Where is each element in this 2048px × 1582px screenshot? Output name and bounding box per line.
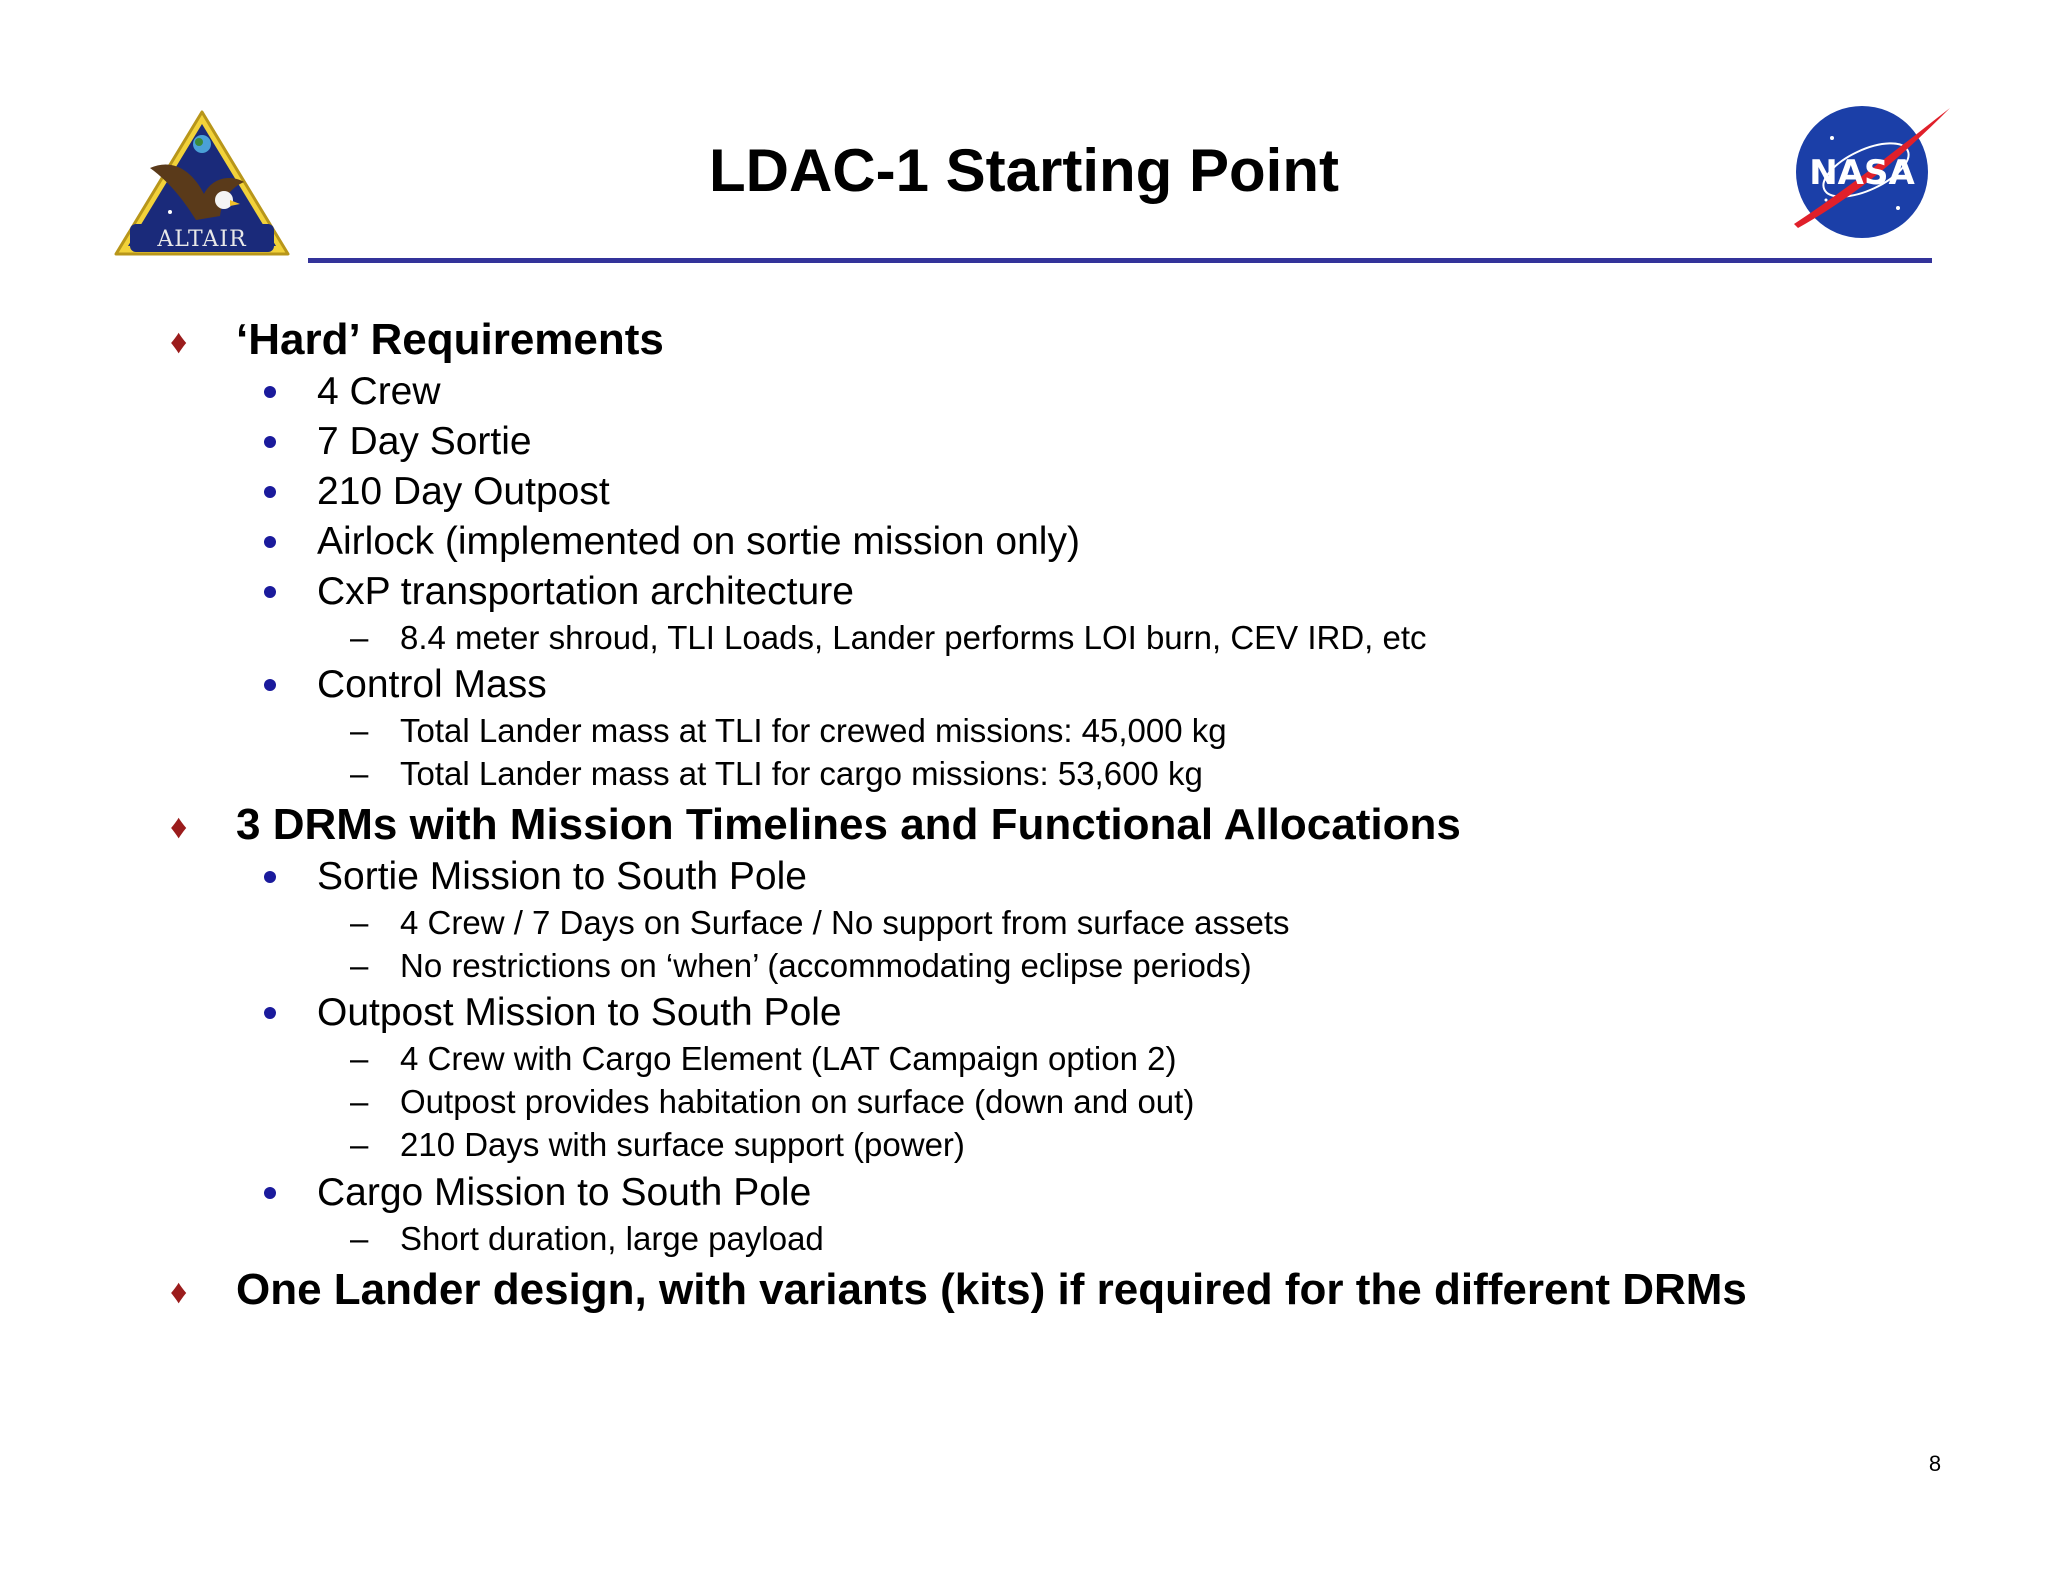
sub-item <box>350 903 1290 943</box>
diamond-bullet: ♦ <box>170 808 188 846</box>
sub-item-text: Short duration, large payload <box>400 1220 824 1257</box>
list-item <box>317 989 842 1037</box>
list-item <box>317 418 532 466</box>
section-heading <box>170 314 664 366</box>
dot-bullet <box>264 586 276 598</box>
list-item <box>317 518 1080 566</box>
sub-item <box>350 1082 1195 1122</box>
sub-item <box>350 711 1227 751</box>
dot-bullet <box>264 436 276 448</box>
sub-item-text: 8.4 meter shroud, TLI Loads, Lander performs LOI burn, CEV IRD, etc <box>400 619 1427 656</box>
dot-bullet <box>264 386 276 398</box>
dash-bullet: – <box>350 1126 369 1163</box>
sub-item <box>350 754 1203 794</box>
section-heading-text: 3 DRMs with Mission Timelines and Functional Allocations <box>236 800 1461 849</box>
sub-item <box>350 1125 965 1165</box>
dot-bullet <box>264 679 276 691</box>
dash-bullet: – <box>350 619 369 656</box>
sub-item-text: Total Lander mass at TLI for crewed missions: 45,000 kg <box>400 712 1227 749</box>
title-underline <box>308 258 1932 263</box>
section-heading <box>170 1264 1747 1316</box>
altair-logo-text: ALTAIR <box>157 227 247 252</box>
dot-bullet <box>264 486 276 498</box>
list-item-text: Sortie Mission to South Pole <box>317 855 807 898</box>
diamond-bullet: ♦ <box>170 1273 188 1311</box>
section-heading <box>170 799 1461 851</box>
list-item-text: 4 Crew <box>317 370 441 413</box>
dash-bullet: – <box>350 947 369 984</box>
list-item-text: Outpost Mission to South Pole <box>317 991 842 1034</box>
sub-item-text: Total Lander mass at TLI for cargo missions: 53,600 kg <box>400 755 1203 792</box>
list-item <box>317 568 854 616</box>
slide-title: LDAC-1 Starting Point <box>709 137 1339 204</box>
sub-item-text: 210 Days with surface support (power) <box>400 1126 965 1163</box>
sub-item-text: No restrictions on ‘when’ (accommodating eclipse periods) <box>400 947 1252 984</box>
list-item <box>317 853 807 901</box>
list-item-text: 210 Day Outpost <box>317 470 610 513</box>
list-item <box>317 368 441 416</box>
dot-bullet <box>264 871 276 883</box>
list-item-text: Airlock (implemented on sortie mission only) <box>317 520 1080 563</box>
dash-bullet: – <box>350 755 369 792</box>
list-item <box>317 468 610 516</box>
page-number: 8 <box>1928 1451 1942 1476</box>
list-item <box>317 661 547 709</box>
list-item-text: CxP transportation architecture <box>317 570 854 613</box>
nasa-logo-text: NASA <box>1809 153 1915 193</box>
sub-item <box>350 1039 1177 1079</box>
dash-bullet: – <box>350 1083 369 1120</box>
list-item-text: Cargo Mission to South Pole <box>317 1171 812 1214</box>
list-item <box>317 1169 811 1217</box>
sub-item <box>350 1219 824 1259</box>
list-item-text: 7 Day Sortie <box>317 420 532 463</box>
dash-bullet: – <box>350 1220 369 1257</box>
dash-bullet: – <box>350 904 369 941</box>
diamond-bullet: ♦ <box>170 323 188 361</box>
list-item-text: Control Mass <box>317 663 547 706</box>
sub-item <box>350 618 1427 658</box>
dot-bullet <box>264 536 276 548</box>
dash-bullet: – <box>350 1040 369 1077</box>
sub-item-text: 4 Crew / 7 Days on Surface / No support from surface assets <box>400 904 1290 941</box>
sub-item-text: Outpost provides habitation on surface (down and out) <box>400 1083 1195 1120</box>
dot-bullet <box>264 1187 276 1199</box>
sub-item-text: 4 Crew with Cargo Element (LAT Campaign option 2) <box>400 1040 1177 1077</box>
dash-bullet: – <box>350 712 369 749</box>
nasa-logo <box>1786 100 1952 242</box>
sub-item <box>350 946 1252 986</box>
dot-bullet <box>264 1007 276 1019</box>
section-heading-text: One Lander design, with variants (kits) if required for the different DRMs <box>236 1265 1747 1314</box>
section-heading-text: ‘Hard’ Requirements <box>236 315 664 364</box>
